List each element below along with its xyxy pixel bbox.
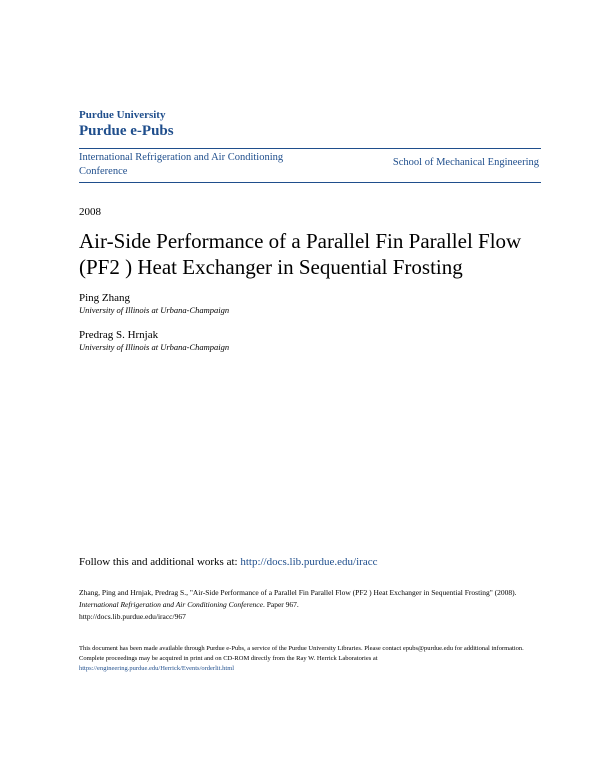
proceedings-text: Complete proceedings may be acquired in print and on CD-ROM directly from the Ray W. Herrick Laboratories at [79,655,378,662]
header-divider-top [79,148,541,149]
collection-link[interactable]: http://docs.lib.purdue.edu/iracc [240,556,378,568]
author-name: Predrag S. Hrnjak [79,329,159,341]
header-divider-bottom [79,182,541,183]
author-name: Ping Zhang [79,292,131,304]
proceedings-line [79,654,534,674]
citation-text: Zhang, Ping and Hrnjak, Predrag S., "Air-Side Performance of a Parallel Fin Parallel Flow (PF2 ) Heat Exchanger in Sequential Frosting" (2008). [79,588,517,597]
publication-year: 2008 [79,206,101,218]
paper-title: Air-Side Performance of a Parallel Fin Parallel Flow (PF2 ) Heat Exchanger in Sequential Frosting [79,229,522,279]
institution-name: Purdue University [79,109,166,121]
school-link[interactable]: School of Mechanical Engineering [392,157,539,168]
follow-line [79,556,377,568]
conference-link[interactable]: International Refrigeration and Air Conditioning Conference [79,152,284,177]
repository-name[interactable]: Purdue e-Pubs [79,123,174,139]
citation-url[interactable]: http://docs.lib.purdue.edu/iracc/967 [79,612,186,621]
author-affiliation: University of Illinois at Urbana-Champaign [79,305,230,315]
availability-notice [79,644,534,674]
citation-journal: International Refrigeration and Air Conditioning Conference [79,600,263,609]
notice-line: This document has been made available through Purdue e-Pubs, a service of the Purdue University Libraries. Please contact epubs@purdue.edu for additional information. [79,645,524,652]
follow-label: Follow this and additional works at: [79,556,241,568]
citation [79,587,529,623]
citation-paper-number: . Paper 967. [262,600,299,609]
author-affiliation: University of Illinois at Urbana-Champaign [79,342,230,352]
proceedings-link[interactable]: https://engineering.purdue.edu/Herrick/Events/orderlit.html [79,665,235,672]
